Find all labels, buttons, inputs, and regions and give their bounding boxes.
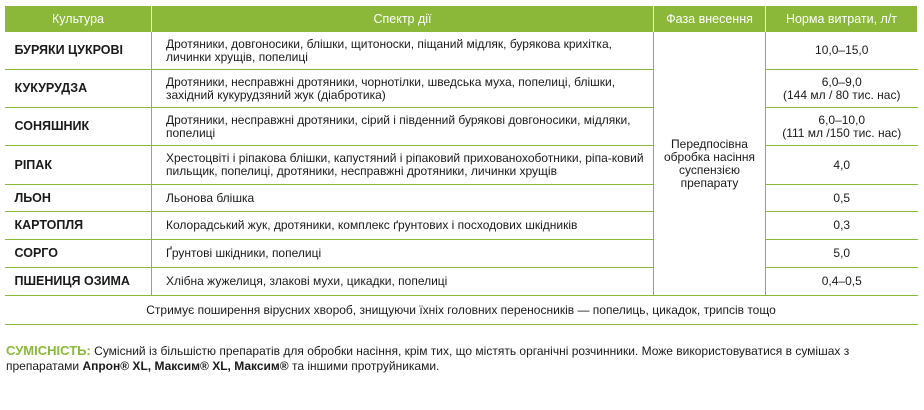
table-row xyxy=(5,185,918,212)
table-note: Стримує поширення вірусних хвороб, знищуючи їхніх головних переносників — попелиць, цикадок, трипсів тощо xyxy=(5,296,918,325)
rate-value: 0,4–0,5 xyxy=(821,274,862,288)
crop-name: ПШЕНИЦЯ ОЗИМА xyxy=(5,268,152,296)
crop-rate xyxy=(766,146,918,185)
rate-value: 5,0 xyxy=(833,246,851,260)
crop-rate xyxy=(766,212,918,240)
table-row xyxy=(5,268,918,296)
header-phase: Фаза внесення xyxy=(654,6,766,32)
crop-name: ЛЬОН xyxy=(5,185,152,212)
crop-spectrum: Льонова блішка xyxy=(152,185,654,212)
crop-name: КУКУРУДЗА xyxy=(5,70,152,108)
rate-note: (144 мл / 80 тис. нас) xyxy=(783,87,901,102)
application-phase: Передпосівна обробка насіння суспензією препарату xyxy=(654,32,766,296)
table-note-row xyxy=(5,296,918,325)
crop-rate xyxy=(766,32,918,70)
crop-rate xyxy=(766,185,918,212)
crop-rate xyxy=(766,240,918,268)
compatibility-text-start: Сумісний із більшістю препаратів для обробки насіння, крім тих, що містять органічні розчинники. Може використовуватися в сумішах з препаратами xyxy=(6,344,850,373)
crop-spectrum: Хрестоцвіті і ріпакова блішки, капустяний і ріпаковий прихованохоботники, ріпа-ковий пильщик, попелиці, дротяники, несправжні дротяники, личинки хрущів xyxy=(152,146,654,185)
table-row xyxy=(5,32,918,70)
table-row xyxy=(5,146,918,185)
table-row xyxy=(5,108,918,146)
compatibility-text-end: та іншими протруйниками. xyxy=(288,359,440,373)
crop-spectrum: Дротяники, несправжні дротяники, сірий і південний бурякові довгоносики, мідляки, попелиці xyxy=(152,108,654,146)
crop-rate xyxy=(766,70,918,108)
crop-spectrum: Дротяники, несправжні дротяники, чорнотілки, шведська муха, попелиці, блішки, західний кукурудзяний жук (діабротика) xyxy=(152,70,654,108)
crop-name: СОНЯШНИК xyxy=(5,108,152,146)
crop-spectrum: Дротяники, довгоносики, блішки, щитоноски, піщаний мідляк, бурякова крихітка, личинки хрущів, попелиці xyxy=(152,32,654,70)
rate-note: (111 мл /150 тис. нас) xyxy=(782,125,902,140)
crop-spectrum: Колорадський жук, дротяники, комплекс ґрунтових і посходових шкідників xyxy=(152,212,654,240)
crop-name: РІПАК xyxy=(5,146,152,185)
header-spectrum: Спектр дії xyxy=(152,6,654,32)
rate-value: 6,0–9,0 xyxy=(821,74,862,89)
crop-name: СОРГО xyxy=(5,240,152,268)
table-header-row xyxy=(5,6,918,32)
table-row xyxy=(5,70,918,108)
compatibility-title: СУМІСНІСТЬ: xyxy=(6,343,91,358)
crop-spectrum: Хлібна жужелиця, злакові мухи, цикадки, попелиці xyxy=(152,268,654,296)
crop-name: КАРТОПЛЯ xyxy=(5,212,152,240)
rate-value: 4,0 xyxy=(833,157,851,172)
rate-value: 0,3 xyxy=(833,218,851,232)
compatibility-products: Апрон® XL, Максим® XL, Максим® xyxy=(82,359,289,373)
crop-rate xyxy=(766,268,918,296)
table-row xyxy=(5,212,918,240)
crop-name: БУРЯКИ ЦУКРОВІ xyxy=(5,32,152,70)
rate-value: 0,5 xyxy=(833,190,851,205)
rate-value: 10,0–15,0 xyxy=(815,43,869,57)
header-crop: Культура xyxy=(5,6,152,32)
crop-usage-table xyxy=(4,6,918,325)
header-rate: Норма витрати, л/т xyxy=(766,6,918,32)
compatibility-paragraph xyxy=(6,343,918,374)
crop-rate xyxy=(766,108,918,146)
table-row xyxy=(5,240,918,268)
rate-value: 6,0–10,0 xyxy=(818,112,866,127)
crop-spectrum: Ґрунтові шкідники, попелиці xyxy=(152,240,654,268)
